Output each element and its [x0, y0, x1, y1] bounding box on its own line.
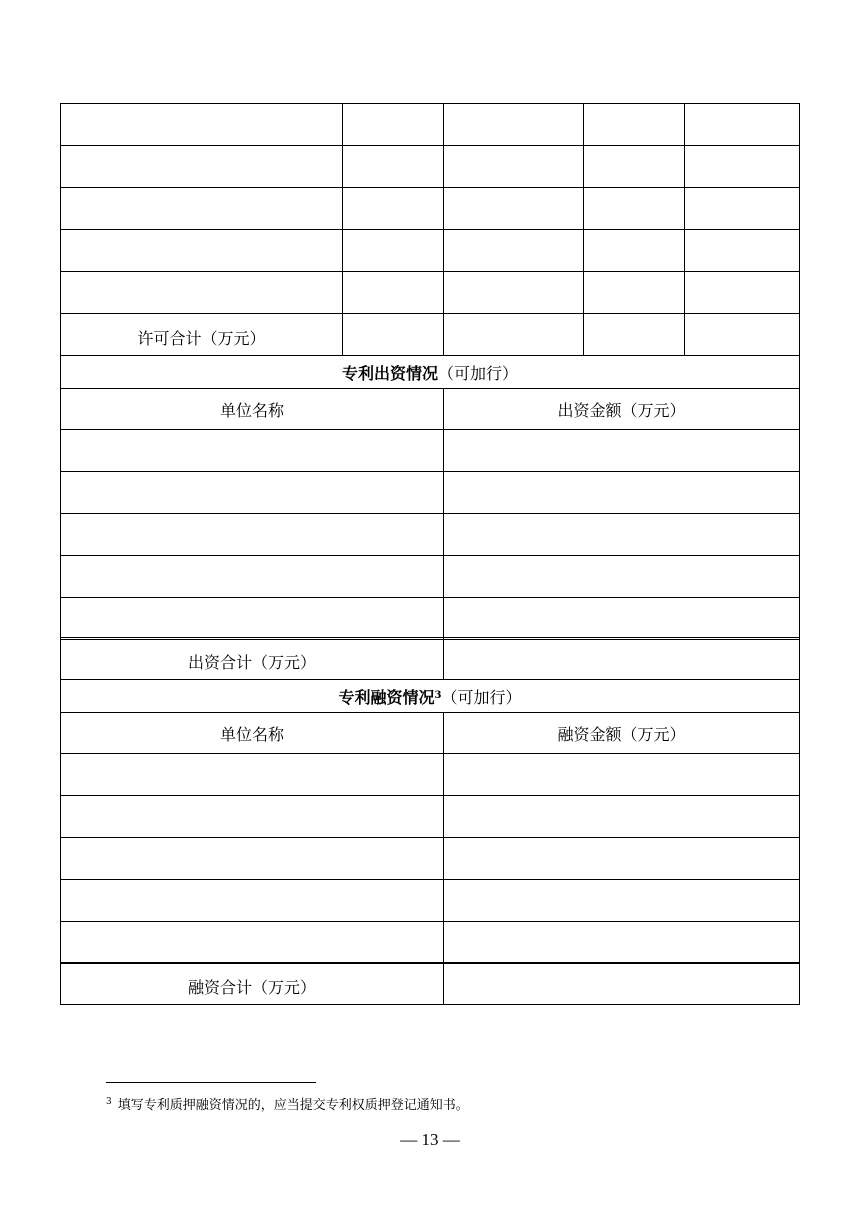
- license-total-label: 许可合计（万元）: [137, 329, 266, 348]
- investment-amount-cell[interactable]: [443, 597, 800, 640]
- financing-unit-name-cell[interactable]: [60, 795, 444, 838]
- financing-title: 专利融资情况: [338, 687, 435, 707]
- license-cell[interactable]: [342, 103, 444, 146]
- license-cell[interactable]: [443, 145, 584, 188]
- investment-unit-name-cell[interactable]: [60, 429, 444, 472]
- investment-amount-cell[interactable]: [443, 513, 800, 556]
- page-number: — 13 —: [400, 1130, 460, 1149]
- investment-amount-cell[interactable]: [443, 471, 800, 514]
- license-cell[interactable]: [583, 145, 685, 188]
- license-cell[interactable]: [342, 229, 444, 272]
- financing-total-label: 融资合计（万元）: [187, 978, 316, 997]
- license-cell[interactable]: [583, 187, 685, 230]
- investment-amount-cell[interactable]: [443, 429, 800, 472]
- financing-header-amount: [443, 712, 800, 754]
- license-cell[interactable]: [684, 187, 800, 230]
- investment-total-label: 出资合计（万元）: [187, 653, 316, 672]
- investment-unit-name-cell[interactable]: [60, 471, 444, 514]
- investment-header-unit: [60, 388, 444, 430]
- license-total-cell[interactable]: [443, 313, 584, 356]
- footnote-text: 填写专利质押融资情况的，应当提交专利权质押登记通知书。: [117, 1098, 469, 1113]
- investment-title: 专利出资情况: [341, 363, 438, 383]
- license-cell[interactable]: [684, 271, 800, 314]
- license-total-cell[interactable]: [583, 313, 685, 356]
- license-total-cell[interactable]: [684, 313, 800, 356]
- financing-amount-cell[interactable]: [443, 795, 800, 838]
- financing-total-label-cell: [60, 962, 444, 1005]
- license-cell[interactable]: [684, 145, 800, 188]
- investment-amount-cell[interactable]: [443, 555, 800, 598]
- investment-section-title: [60, 355, 800, 389]
- financing-header-unit: [60, 712, 444, 754]
- financing-total-value-cell[interactable]: [443, 962, 800, 1005]
- license-cell[interactable]: [342, 145, 444, 188]
- patent-form-table: [60, 103, 800, 1005]
- footnote-marker: 3: [106, 1096, 112, 1107]
- financing-col-unit-name: 单位名称: [219, 724, 284, 744]
- license-cell[interactable]: [60, 271, 343, 314]
- license-cell[interactable]: [342, 187, 444, 230]
- investment-unit-name-cell[interactable]: [60, 555, 444, 598]
- investment-unit-name-cell[interactable]: [60, 597, 444, 640]
- license-cell[interactable]: [583, 229, 685, 272]
- investment-col-unit-name: 单位名称: [219, 400, 284, 420]
- license-cell[interactable]: [443, 271, 584, 314]
- investment-header-amount: [443, 388, 800, 430]
- license-cell[interactable]: [342, 271, 444, 314]
- financing-amount-cell[interactable]: [443, 753, 800, 796]
- financing-unit-name-cell[interactable]: [60, 879, 444, 922]
- investment-total-value-cell[interactable]: [443, 637, 800, 680]
- license-cell[interactable]: [684, 103, 800, 146]
- license-cell[interactable]: [583, 271, 685, 314]
- license-cell[interactable]: [443, 103, 584, 146]
- financing-section-title: 专利融资情况 3 （可加行）: [60, 679, 800, 713]
- license-total-cell[interactable]: [342, 313, 444, 356]
- financing-unit-name-cell[interactable]: [60, 837, 444, 880]
- license-cell[interactable]: [60, 103, 343, 146]
- license-cell[interactable]: [684, 229, 800, 272]
- financing-amount-cell[interactable]: [443, 879, 800, 922]
- investment-total-label-cell: [60, 637, 444, 680]
- financing-unit-name-cell[interactable]: [60, 753, 444, 796]
- financing-col-amount: 融资金额（万元）: [557, 724, 686, 744]
- license-cell[interactable]: [443, 229, 584, 272]
- license-total-cell: [60, 313, 343, 356]
- license-cell[interactable]: [60, 229, 343, 272]
- license-cell[interactable]: [60, 145, 343, 188]
- license-cell[interactable]: [583, 103, 685, 146]
- financing-title-note: （可加行）: [441, 687, 522, 707]
- footnote-separator: [106, 1082, 316, 1083]
- investment-unit-name-cell[interactable]: [60, 513, 444, 556]
- license-cell[interactable]: [443, 187, 584, 230]
- investment-col-amount: 出资金额（万元）: [557, 400, 686, 420]
- investment-title-note: （可加行）: [438, 363, 519, 383]
- footnote: [106, 1094, 469, 1113]
- financing-amount-cell[interactable]: [443, 837, 800, 880]
- financing-unit-name-cell[interactable]: [60, 921, 444, 964]
- financing-amount-cell[interactable]: [443, 921, 800, 964]
- license-cell[interactable]: [60, 187, 343, 230]
